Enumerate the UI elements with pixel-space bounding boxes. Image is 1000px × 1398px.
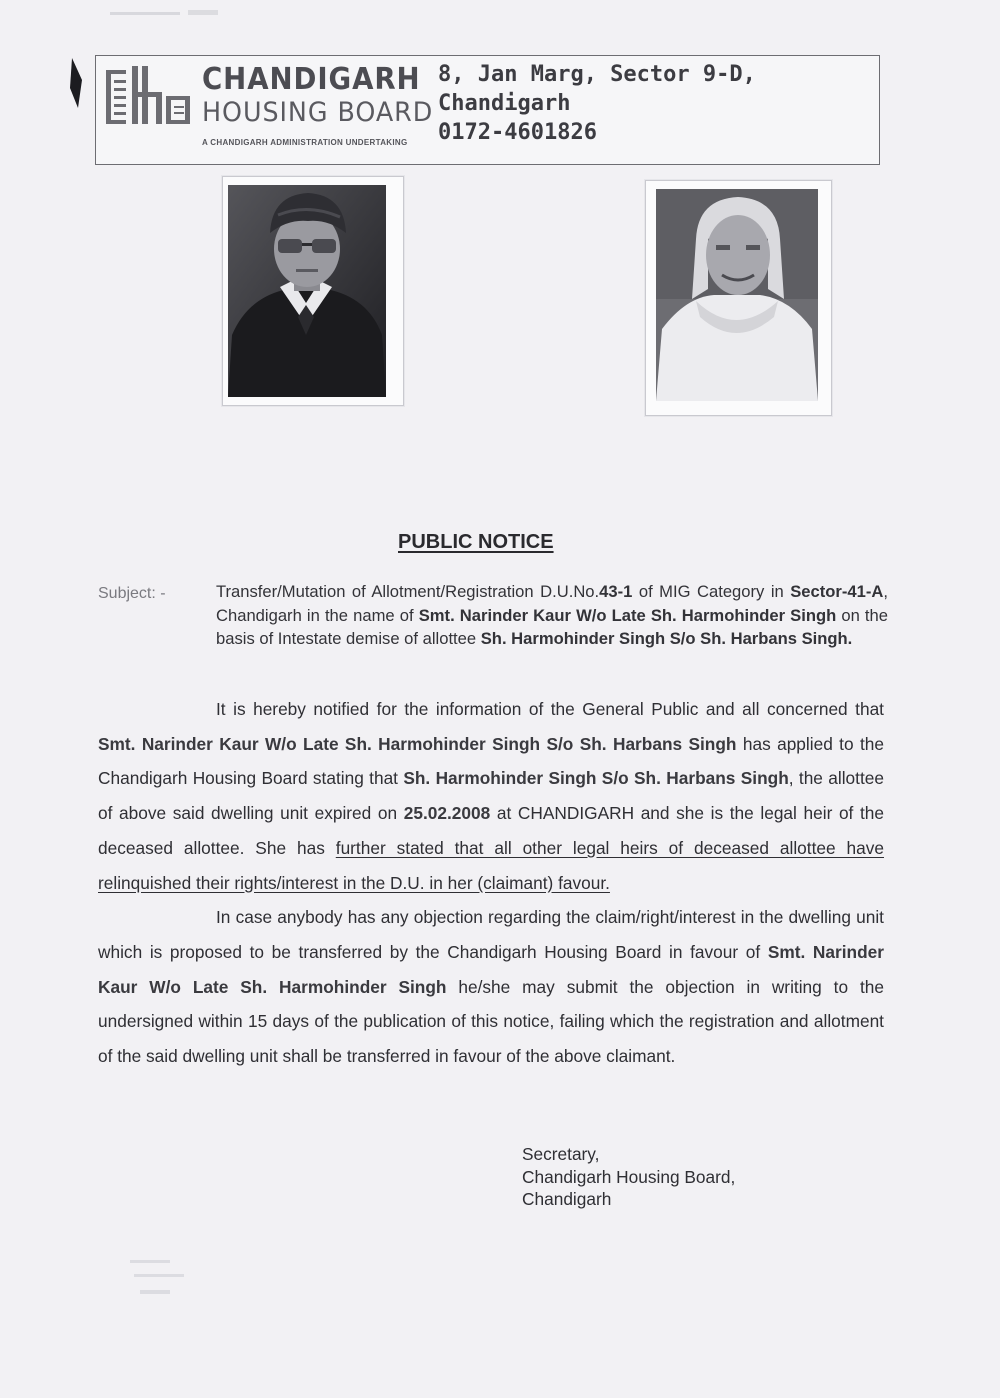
subject-part: on the basis of Intestate demise of allottee xyxy=(216,605,888,648)
org-name-subline: HOUSING BOARD xyxy=(202,97,434,128)
relinquish-statement: further stated that all other legal heirs of deceased allottee have relinquished their rights/interest in the D.U. in her (claimant) favour. xyxy=(98,837,884,893)
signature-org: Chandigarh Housing Board, xyxy=(522,1166,736,1187)
subject-du-number: 43-1 xyxy=(599,582,633,601)
para-part: , the allottee of above said dwelling unit expired on xyxy=(98,768,884,824)
subject-part: Transfer/Mutation of Allotment/Registration D.U.No. xyxy=(216,582,600,601)
notice-body xyxy=(98,692,884,1074)
chb-logo xyxy=(104,66,192,128)
address-line-1: 8, Jan Marg, Sector 9-D, xyxy=(438,62,756,87)
photo-man xyxy=(222,176,404,406)
para-part: has applied to the Chandigarh Housing Board stating that xyxy=(98,733,884,789)
phone-number: 0172-4601826 xyxy=(438,120,597,145)
signature-block xyxy=(522,1143,735,1211)
scan-smudge-bottom xyxy=(130,1250,210,1330)
subject-allottee: Sh. Harmohinder Singh S/o Sh. Harbans Singh. xyxy=(480,629,853,648)
subject-part: of MIG Category in xyxy=(632,582,791,601)
scan-smudge-left xyxy=(60,58,90,118)
photo-woman xyxy=(645,180,832,416)
org-tagline: A CHANDIGARH ADMINISTRATION UNDERTAKING xyxy=(202,138,408,147)
signature-title: Secretary, xyxy=(522,1144,600,1164)
photo-man-turban xyxy=(228,185,386,397)
para-part: It is hereby notified for the information of the General Public and all concerned that xyxy=(216,699,884,719)
scan-smudge-top xyxy=(110,4,230,24)
claimant-name: Smt. Narinder Kaur W/o Late Sh. Harmohinder Singh S/o Sh. Harbans Singh xyxy=(98,733,737,754)
para-part: In case anybody has any objection regarding the claim/right/interest in the dwelling unit which is proposed to be transferred by the Chandigarh Housing Board in favour of xyxy=(98,907,884,962)
letterhead xyxy=(95,55,880,165)
subject-text xyxy=(216,580,888,651)
photo-elderly-woman xyxy=(656,189,818,401)
address-line-2: Chandigarh xyxy=(438,91,571,116)
subject-part: , Chandigarh in the name of xyxy=(216,582,888,625)
org-name: CHANDIGARH xyxy=(202,62,421,97)
paragraph-objection xyxy=(98,900,884,1074)
date-of-expiry: 25.02.2008 xyxy=(403,803,491,824)
claimant-name: Smt. Narinder Kaur W/o Late Sh. Harmohinder Singh xyxy=(98,941,884,997)
paragraph-notification xyxy=(98,692,884,900)
notice-title: PUBLIC NOTICE xyxy=(398,531,554,553)
subject-sector: Sector-41-A xyxy=(790,582,884,601)
subject-label: Subject: - xyxy=(98,585,166,602)
para-part: he/she may submit the objection in writing to the undersigned within 15 days of the publication of this notice, failing which the registration and allotment of the said dwelling unit shall be transferred in favour of the above claimant. xyxy=(98,976,884,1067)
subject-claimant: Smt. Narinder Kaur W/o Late Sh. Harmohinder Singh xyxy=(418,605,837,625)
address-block xyxy=(438,60,756,147)
allottee-name: Sh. Harmohinder Singh S/o Sh. Harbans Singh xyxy=(403,768,789,789)
para-part: at CHANDIGARH and she is the legal heir of the deceased allottee. She has xyxy=(98,803,884,858)
signature-city: Chandigarh xyxy=(522,1189,612,1209)
